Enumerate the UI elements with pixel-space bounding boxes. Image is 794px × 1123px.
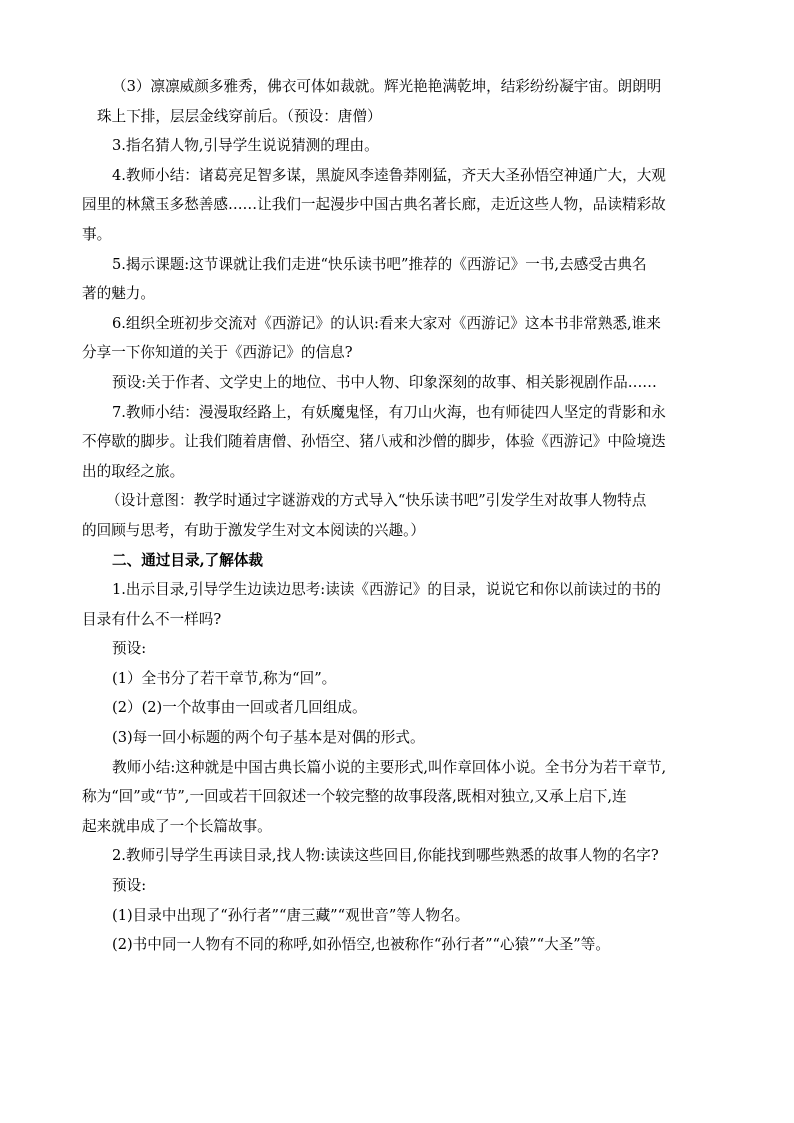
sec2-preset-label: 预设: [112,640,147,658]
step-6-preset: 预设:关于作者、文学史上的地位、书中人物、印象深刻的故事、相关影视剧作品…… [112,373,657,391]
step-5-line-1: 5.揭示课题:这节课就让我们走进“快乐读书吧”推荐的《西游记》一书,去感受古典名 [112,255,647,273]
sec2-step-1-line-2: 目录有什么不一样吗? [82,610,222,628]
riddle-3-line-2: 珠上下排，层层金线穿前后。（预设：唐僧） [97,107,382,125]
step-4-line-3: 事。 [82,225,112,243]
sec2-step-2-preset-2: (2)书中同一人物有不同的称呼,如孙悟空,也被称作“孙行者”“心猿”“大圣”等。 [112,936,610,954]
sec2-step-2-preset-label: 预设: [112,877,147,895]
step-7-line-3: 出的取经之旅。 [82,462,185,480]
step-5-line-2: 著的魅力。 [82,285,155,303]
sec2-step-2-preset-1: (1)目录中出现了“孙行者”“唐三藏”“观世音”等人物名。 [112,906,470,924]
sec2-preset-2: (2）(2)一个故事由一回或者几回组成。 [112,699,367,717]
sec2-step-1-line-1: 1.出示目录,引导学生边读边思考:读读《西游记》的目录，说说它和你以前读过的书的 [112,581,661,599]
step-4-line-1: 4.教师小结：诸葛亮足智多谋，黑旋风李逵鲁莽刚猛，齐天大圣孙悟空神通广大，大观 [112,166,666,184]
design-intent-line-1: （设计意图：教学时通过字谜游戏的方式导入“快乐读书吧”引发学生对故事人物特点 [106,492,647,510]
step-4-line-2: 园里的林黛玉多愁善感……让我们一起漫步中国古典名著长廊，走近这些人物，品读精彩故 [82,196,666,214]
sec2-summary-line-2: 称为“回”或“节”,一回或若干回叙述一个较完整的故事段落,既相对独立,又承上启下,连 [82,788,627,806]
sec2-summary-line-1: 教师小结:这种就是中国古典长篇小说的主要形式,叫作章回体小说。全书分为若干章节, [112,758,667,776]
step-6-line-1: 6.组织全班初步交流对《西游记》的认识:看来大家对《西游记》这本书非常熟悉,谁来 [112,314,661,332]
step-7-line-2: 不停歇的脚步。让我们随着唐僧、孙悟空、猪八戒和沙僧的脚步，体验《西游记》中险境迭 [82,433,666,451]
sec2-step-2: 2.教师引导学生再读目录,找人物:读读这些回目,你能找到哪些熟悉的故事人物的名字? [112,847,659,865]
sec2-preset-3: (3)每一回小标题的两个句子基本是对偶的形式。 [112,729,425,747]
sec2-preset-1: (1）全书分了若干章节,称为“回”。 [112,669,337,687]
design-intent-line-2: 的回顾与思考，有助于激发学生对文本阅读的兴趣。） [82,521,425,539]
sec2-summary-line-3: 起来就串成了一个长篇故事。 [82,817,272,835]
document-page [82,72,716,960]
riddle-3-line-1: （3）凛凛威颜多雅秀，佛衣可体如裁就。辉光艳艳满乾坤，结彩纷纷凝宇宙。朗朗明 [112,78,662,95]
step-3: 3.指名猜人物,引导学生说说猜测的理由。 [112,137,379,155]
step-7-line-1: 7.教师小结：漫漫取经路上，有妖魔鬼怪，有刀山火海，也有师徒四人坚定的背影和永 [112,403,666,421]
step-6-line-2: 分享一下你知道的关于《西游记》的信息? [82,344,353,362]
section-heading-2: 二、通过目录,了解体裁 [112,551,264,569]
